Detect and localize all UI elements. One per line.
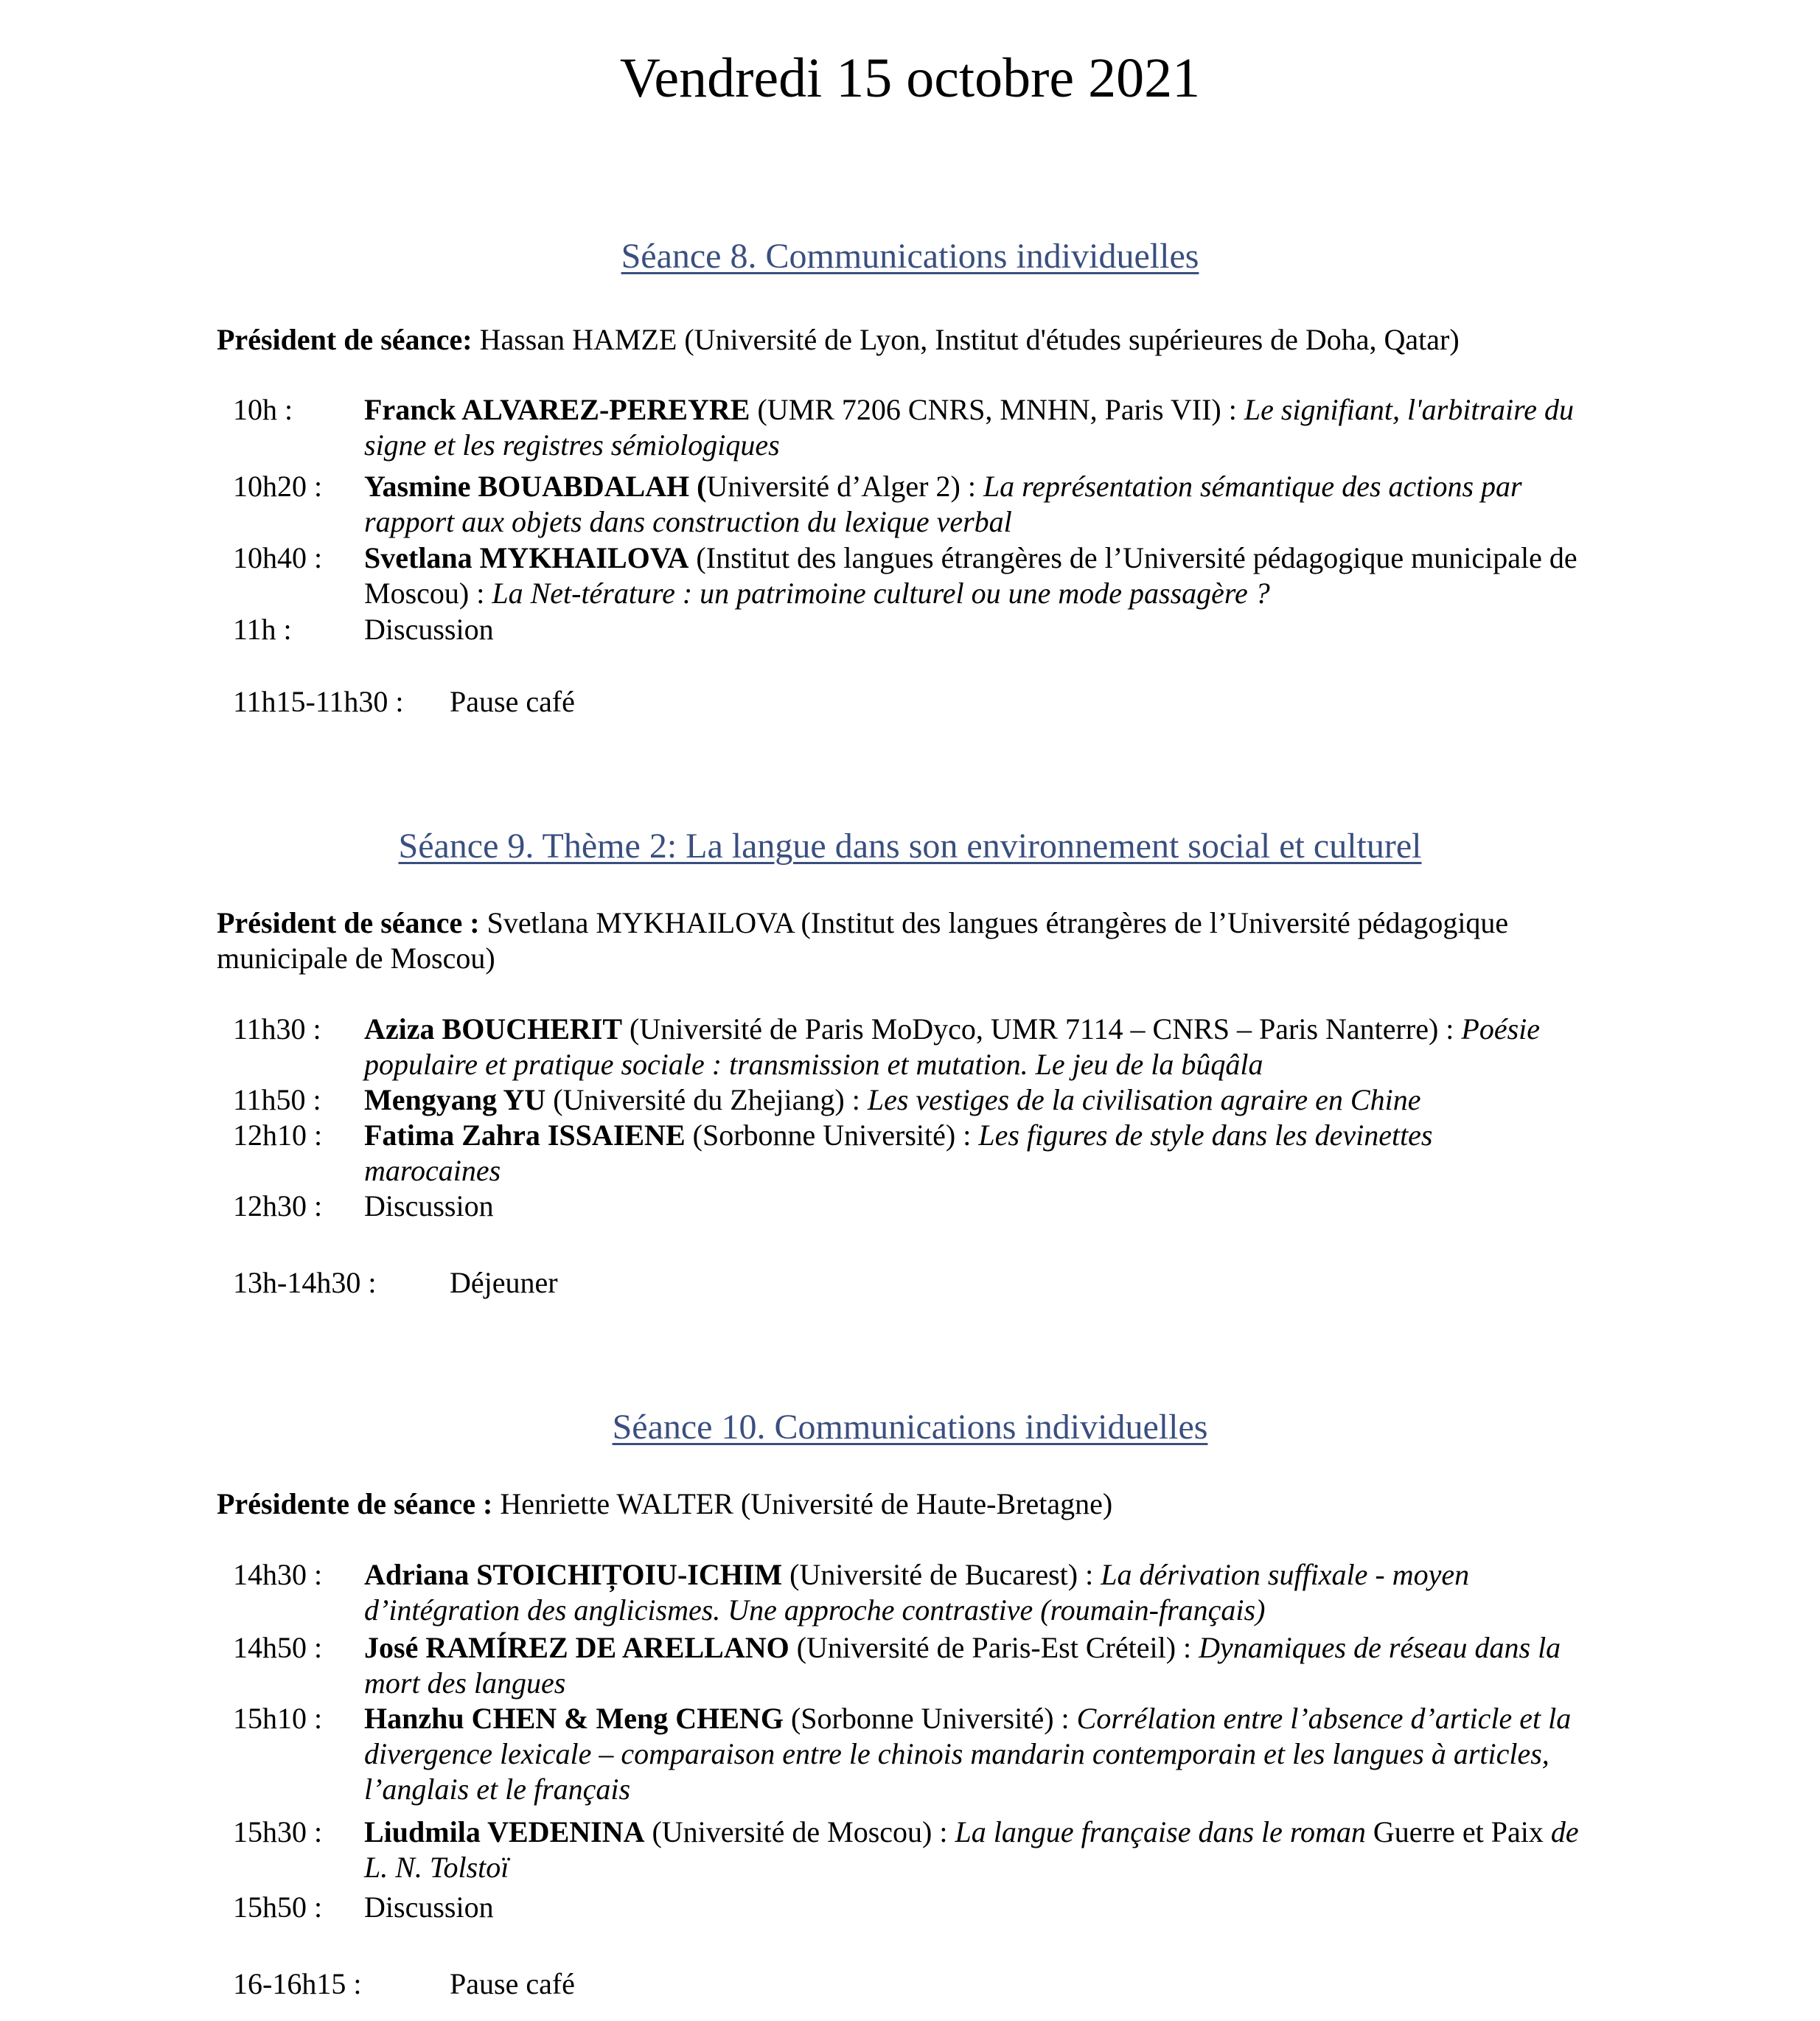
- president-label: Président de séance:: [217, 323, 473, 356]
- discussion-label: Discussion: [364, 613, 494, 646]
- discussion-label: Discussion: [364, 1189, 494, 1222]
- talk-speaker: Yasmine BOUABDALAH (: [364, 470, 707, 503]
- break-label: Déjeuner: [450, 1266, 558, 1299]
- talk-affiliation: (UMR 7206 CNRS, MNHN, Paris VII) :: [750, 393, 1244, 426]
- break-time: 11h15-11h30 :: [233, 685, 404, 718]
- talk-affiliation: Université d’Alger 2) :: [706, 470, 983, 503]
- president-label: Présidente de séance :: [217, 1487, 493, 1520]
- talk-item: [233, 1082, 1604, 1118]
- break-item: [233, 1966, 575, 2002]
- talk-title-work: Guerre et Paix: [1373, 1815, 1544, 1848]
- talk-item: [233, 392, 1604, 463]
- talk-title: La représentation sémantique des actions par rapport aux objets dans construction du lexique verbal: [364, 470, 1522, 538]
- talk-title: Corrélation entre l’absence d’article et la divergence lexicale – comparaison entre le chinois mandarin contemporain et les langues à articles, l’anglais et le français: [364, 1702, 1572, 1806]
- talk-speaker: Mengyang YU: [364, 1083, 546, 1116]
- session-10-president: [217, 1486, 1603, 1522]
- talk-affiliation: (Université du Zhejiang) :: [545, 1083, 868, 1116]
- talk-title: Dynamiques de réseau dans la mort des langues: [364, 1631, 1561, 1700]
- talk-affiliation: (Université de Bucarest) :: [782, 1558, 1101, 1591]
- talk-time: 14h30 :: [233, 1558, 323, 1591]
- talk-affiliation: (Sorbonne Université) :: [783, 1702, 1077, 1735]
- talk-speaker: Aziza BOUCHERIT: [364, 1012, 622, 1046]
- talk-title: Le signifiant, l'arbitraire du signe et les registres sémiologiques: [364, 393, 1574, 462]
- talk-speaker: Adriana STOICHIȚOIU-ICHIM: [364, 1558, 783, 1591]
- talk-time: 10h20 :: [233, 470, 323, 503]
- talk-time: 15h30 :: [233, 1815, 323, 1848]
- talk-affiliation: (Université de Paris-Est Créteil) :: [789, 1631, 1199, 1664]
- talk-time: 11h30 :: [233, 1012, 321, 1046]
- break-item: [233, 684, 575, 720]
- talk-affiliation: (Sorbonne Université) :: [685, 1119, 979, 1152]
- talk-title: Les figures de style dans les devinettes marocaines: [364, 1119, 1433, 1187]
- talk-title: La langue française dans le roman: [955, 1815, 1373, 1848]
- talk-speaker: José RAMÍREZ DE ARELLANO: [364, 1631, 789, 1664]
- talk-time: 11h :: [233, 613, 292, 646]
- talk-time: 15h50 :: [233, 1890, 323, 1924]
- talk-time: 14h50 :: [233, 1631, 323, 1664]
- talk-title: Les vestiges de la civilisation agraire en Chine: [867, 1083, 1421, 1116]
- talk-title-tail: de L. N. Tolstoï: [364, 1815, 1579, 1884]
- president-label: Président de séance :: [217, 906, 480, 939]
- talk-item: [233, 1118, 1604, 1189]
- talk-affiliation: (Université de Moscou) :: [644, 1815, 955, 1848]
- page-title: Vendredi 15 octobre 2021: [619, 47, 1201, 109]
- break-time: 13h-14h30 :: [233, 1266, 377, 1299]
- session-9-president: [217, 905, 1603, 976]
- talk-item: [233, 1557, 1604, 1628]
- break-item: [233, 1265, 558, 1301]
- talk-item: [233, 1701, 1604, 1807]
- talk-time: 10h :: [233, 393, 293, 426]
- session-8-heading: Séance 8. Communications individuelles: [621, 237, 1199, 276]
- talk-time: 15h10 :: [233, 1702, 323, 1735]
- talk-time: 12h30 :: [233, 1189, 323, 1222]
- talk-title: Poésie populaire et pratique sociale : transmission et mutation. Le jeu de la bûqâla: [364, 1012, 1541, 1081]
- break-time: 16-16h15 :: [233, 1967, 362, 2000]
- talk-title: La Net-térature : un patrimoine culturel ou une mode passagère ?: [492, 577, 1270, 610]
- talk-affiliation: (Institut des langues étrangères de l’Université pédagogique municipale de Moscou) :: [364, 541, 1577, 610]
- discussion-label: Discussion: [364, 1890, 494, 1924]
- talk-affiliation: (Université de Paris MoDyco, UMR 7114 – CNRS – Paris Nanterre) :: [622, 1012, 1462, 1046]
- session-8-president: [217, 322, 1603, 358]
- talk-time: 10h40 :: [233, 541, 323, 574]
- talk-title: La dérivation suffixale - moyen d’intégration des anglicismes. Une approche contrastive (roumain-français): [364, 1558, 1470, 1627]
- talk-time: 11h50 :: [233, 1083, 321, 1116]
- talk-speaker: Svetlana MYKHAILOVA: [364, 541, 689, 574]
- talk-item-discussion: [233, 1189, 1604, 1224]
- talk-speaker: Fatima Zahra ISSAIENE: [364, 1119, 686, 1152]
- president-name: Svetlana MYKHAILOVA (Institut des langues étrangères de l’Université pédagogique municipale de Moscou): [217, 906, 1509, 975]
- talk-speaker: Liudmila VEDENINA: [364, 1815, 645, 1848]
- talk-item: [233, 1012, 1604, 1082]
- talk-speaker: Franck ALVAREZ-PEREYRE: [364, 393, 750, 426]
- talk-item: [233, 1630, 1604, 1701]
- talk-item: [233, 469, 1604, 540]
- session-9-heading: Séance 9. Thème 2: La langue dans son environnement social et culturel: [398, 827, 1422, 866]
- break-label: Pause café: [450, 1967, 575, 2000]
- session-10-heading: Séance 10. Communications individuelles: [612, 1408, 1208, 1447]
- president-name: Hassan HAMZE (Université de Lyon, Institut d'études supérieures de Doha, Qatar): [472, 323, 1460, 356]
- talk-speaker: Hanzhu CHEN & Meng CHENG: [364, 1702, 784, 1735]
- talk-time: 12h10 :: [233, 1119, 323, 1152]
- talk-item-discussion: [233, 1890, 1604, 1925]
- president-name: Henriette WALTER (Université de Haute-Bretagne): [492, 1487, 1113, 1520]
- talk-item-discussion: [233, 612, 1604, 647]
- talk-item: [233, 1815, 1604, 1885]
- talk-item: [233, 540, 1604, 611]
- break-label: Pause café: [450, 685, 575, 718]
